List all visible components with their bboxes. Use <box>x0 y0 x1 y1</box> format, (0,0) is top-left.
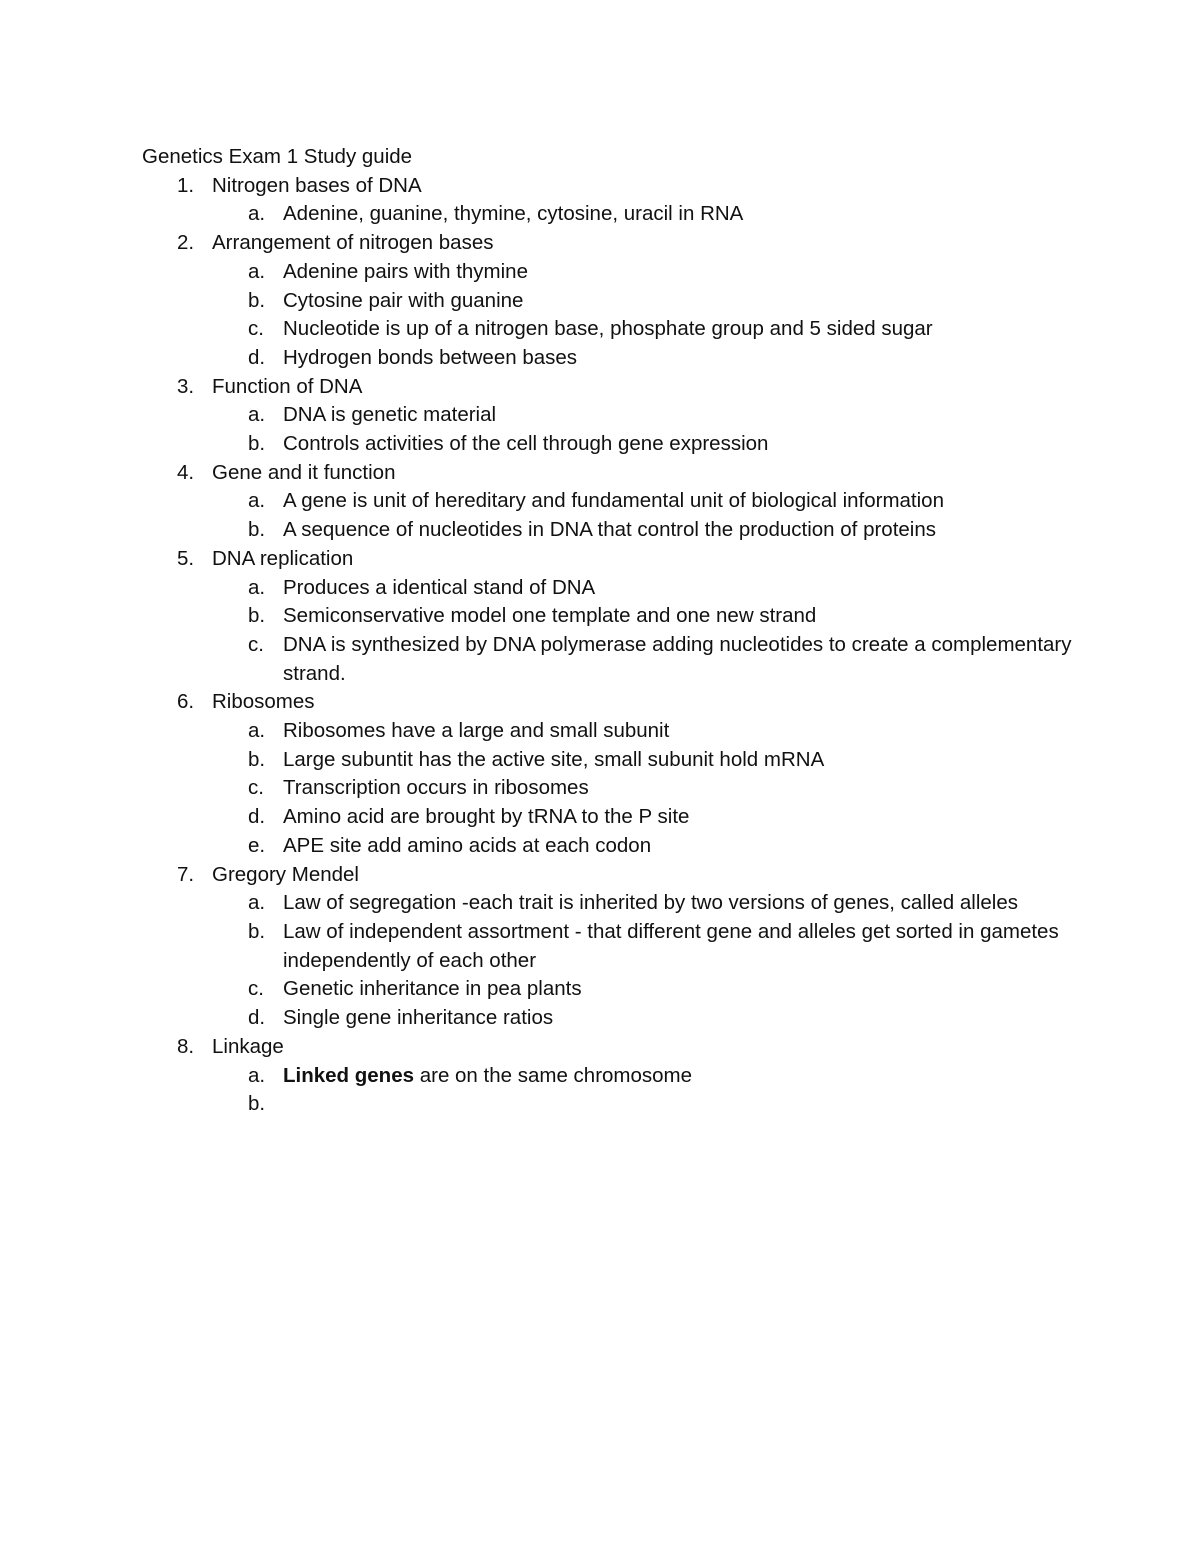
sub-item <box>142 401 1072 430</box>
sub-item-letter: a. <box>248 202 266 226</box>
sub-item <box>142 631 1072 688</box>
sub-item-text: Amino acid are brought by tRNA to the P site <box>283 805 690 829</box>
list-item <box>142 373 1072 402</box>
sub-item <box>142 1090 1072 1119</box>
list-item <box>142 861 1072 890</box>
item-heading: Ribosomes <box>212 690 315 714</box>
sub-item-text: A sequence of nucleotides in DNA that control the production of proteins <box>283 518 936 542</box>
sub-item-text: Adenine pairs with thymine <box>283 259 528 283</box>
sub-item <box>142 832 1072 861</box>
sub-item-text: APE site add amino acids at each codon <box>283 833 652 857</box>
sub-item <box>142 1062 1072 1091</box>
sub-item <box>142 889 1072 918</box>
sub-item <box>142 574 1072 603</box>
sub-item-text <box>283 1062 1072 1091</box>
sub-item <box>142 918 1072 975</box>
sub-item <box>142 1004 1072 1033</box>
sub-item-letter: c. <box>248 632 264 656</box>
document-title: Genetics Exam 1 Study guide <box>142 145 413 168</box>
sub-item-letter: b. <box>248 919 266 943</box>
sub-item <box>142 258 1072 287</box>
list-item <box>142 459 1072 488</box>
sub-item-letter: d. <box>248 345 266 369</box>
sub-item-text: Cytosine pair with guanine <box>283 288 524 312</box>
item-number: 4. <box>177 460 195 484</box>
list-item <box>142 229 1072 258</box>
sub-item-letter: a. <box>248 489 266 513</box>
sub-item-text: Controls activities of the cell through gene expression <box>283 432 769 456</box>
item-heading: Function of DNA <box>212 374 363 398</box>
item-heading: Gene and it function <box>212 460 396 484</box>
sub-item-text: Transcription occurs in ribosomes <box>283 776 589 800</box>
sub-item <box>142 200 1072 229</box>
sub-item-letter: d. <box>248 805 266 829</box>
sub-item-letter: b. <box>248 288 266 312</box>
sub-item-letter: a. <box>248 1063 266 1087</box>
sub-item <box>142 315 1072 344</box>
sub-item-letter: c. <box>248 977 264 1001</box>
item-heading: Gregory Mendel <box>212 862 359 886</box>
sub-item-text: DNA is synthesized by DNA polymerase adding nucleotides to create a complementary strand. <box>283 632 1072 685</box>
item-number: 2. <box>177 231 195 255</box>
bold-term: Linked genes <box>283 1063 415 1087</box>
sub-item-letter: b. <box>248 747 266 771</box>
item-heading: DNA replication <box>212 546 354 570</box>
list-item <box>142 688 1072 717</box>
sub-item-text: Law of segregation -each trait is inherited by two versions of genes, called alleles <box>283 891 1018 915</box>
sub-item-text: Semiconservative model one template and one new strand <box>283 604 817 628</box>
list-item <box>142 172 1072 201</box>
sub-item-text: Large subuntit has the active site, small subunit hold mRNA <box>283 747 825 771</box>
item-number: 5. <box>177 546 195 570</box>
sub-item <box>142 487 1072 516</box>
sub-item-text-rest: are on the same chromosome <box>414 1063 693 1087</box>
sub-item-text: Hydrogen bonds between bases <box>283 345 578 369</box>
sub-item <box>142 774 1072 803</box>
sub-item-text: A gene is unit of hereditary and fundamental unit of biological information <box>283 489 944 513</box>
list-item <box>142 1033 1072 1062</box>
sub-item-letter: b. <box>248 1092 266 1116</box>
item-number: 1. <box>177 173 195 197</box>
sub-item <box>142 803 1072 832</box>
sub-item <box>142 975 1072 1004</box>
sub-item-text: DNA is genetic material <box>283 403 497 427</box>
sub-item <box>142 717 1072 746</box>
sub-item-letter: a. <box>248 891 266 915</box>
sub-item-text: Law of independent assortment - that different gene and alleles get sorted in gametes independently of each other <box>283 919 1059 972</box>
sub-item-text: Genetic inheritance in pea plants <box>283 977 582 1001</box>
item-heading: Arrangement of nitrogen bases <box>212 231 494 255</box>
study-guide <box>142 143 1072 1119</box>
list-item <box>142 545 1072 574</box>
sub-item <box>142 746 1072 775</box>
sub-item-text: Nucleotide is up of a nitrogen base, phosphate group and 5 sided sugar <box>283 317 933 341</box>
sub-item-letter: b. <box>248 432 266 456</box>
sub-item-text: Produces a identical stand of DNA <box>283 575 596 599</box>
sub-item-letter: b. <box>248 604 266 628</box>
sub-item <box>142 430 1072 459</box>
sub-item-letter: c. <box>248 776 264 800</box>
sub-item-letter: d. <box>248 1006 266 1030</box>
item-heading: Nitrogen bases of DNA <box>212 173 422 197</box>
item-number: 3. <box>177 374 195 398</box>
sub-item-letter: a. <box>248 403 266 427</box>
sub-item <box>142 602 1072 631</box>
item-number: 8. <box>177 1034 195 1058</box>
sub-item <box>142 287 1072 316</box>
sub-item-letter: b. <box>248 518 266 542</box>
sub-item-text: Adenine, guanine, thymine, cytosine, uracil in RNA <box>283 202 744 226</box>
sub-item-letter: a. <box>248 719 266 743</box>
sub-item-text: Single gene inheritance ratios <box>283 1006 554 1030</box>
sub-item-letter: c. <box>248 317 264 341</box>
sub-item-text: Ribosomes have a large and small subunit <box>283 719 670 743</box>
item-number: 7. <box>177 862 195 886</box>
sub-item <box>142 516 1072 545</box>
item-number: 6. <box>177 690 195 714</box>
sub-item-letter: a. <box>248 575 266 599</box>
sub-item-letter: e. <box>248 833 266 857</box>
sub-item <box>142 344 1072 373</box>
sub-item-letter: a. <box>248 259 266 283</box>
item-heading: Linkage <box>212 1034 284 1058</box>
